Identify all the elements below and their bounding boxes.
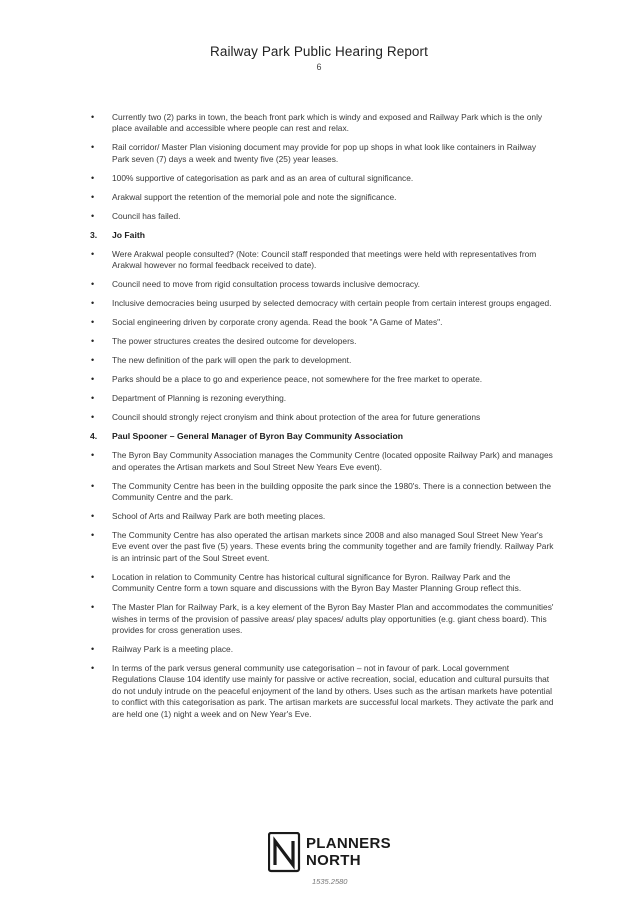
bullet-item: • Council need to move from rigid consultation process towards inclusive democracy. [90,279,555,290]
paul-spooner-bullet-list [90,450,555,720]
planners-north-logo-icon [268,832,302,874]
section-number: 3. [90,229,98,240]
bullet-item: • Inclusive democracies being usurped by selected democracy with certain people from certain interest groups engaged. [90,298,555,309]
page-footer [268,832,428,892]
bullet-item: • Arakwal support the retention of the memorial pole and note the significance. [90,192,555,203]
intro-bullet-list [90,112,555,222]
bullet-item: • In terms of the park versus general community use categorisation – not in favour of park. Local government Regulations Clause 104 identify use mainly for passive or active recreation, social, education and cultural pursuits that do not unduly intrude on the peaceful enjoyment of the land by others. Uses such as the artisan markets have potential to conflict with this categorisation as park. The artisan markets are successful local markets. They activate the park and are held one (1) night a week and on New Year's Eve. [90,663,555,720]
section-number: 4. [90,431,98,442]
bullet-item: • The power structures creates the desired outcome for developers. [90,336,555,347]
speaker-name: Jo Faith [112,229,145,240]
speaker-name: Paul Spooner – General Manager of Byron Bay Community Association [112,431,403,442]
report-body [90,112,555,728]
logo-wordmark: PLANNERS NORTH [306,835,391,869]
bullet-item: • Were Arakwal people consulted? (Note: Council staff responded that meetings were held with representatives from Arakwal however no formal feedback received to date). [90,249,555,272]
page-header [0,44,638,72]
bullet-item: • 100% supportive of categorisation as park and as an area of cultural significance. [90,173,555,184]
bullet-item: • Council has failed. [90,211,555,222]
section-heading-paul-spooner [90,431,555,442]
document-code: 1535.2580 [312,877,348,886]
bullet-item: • The Community Centre has been in the building opposite the park since the 1980's. There is a connection between the Community Centre and the park. [90,481,555,504]
section-heading-jo-faith [90,230,555,241]
document-title: Railway Park Public Hearing Report [210,44,428,59]
bullet-item: • Department of Planning is rezoning everything. [90,393,555,404]
bullet-item: • Location in relation to Community Centre has historical cultural significance for Byron. Railway Park and the Community Centre form a town square and discussions with the Byron Bay Master Planning Group reflect this. [90,572,555,595]
bullet-item: • Currently two (2) parks in town, the beach front park which is windy and exposed and Railway Park which is the only place available and accessible where people can rest and relax. [90,112,555,135]
bullet-item: • Rail corridor/ Master Plan visioning document may provide for pop up shops in what look like containers in Railway Park seven (7) days a week and twenty five (25) year leases. [90,142,555,165]
bullet-item: • School of Arts and Railway Park are both meeting places. [90,511,555,522]
bullet-item: • The Master Plan for Railway Park, is a key element of the Byron Bay Master Plan and accommodates the communities' wishes in terms of the provision of passive areas/ play spaces/ adults play opportunities (e.g. giant chess board). This provides for cross generation uses. [90,602,555,636]
bullet-item: • The Community Centre has also operated the artisan markets since 2008 and also managed Soul Street New Year's Eve event over the past five (5) years. These events bring the community together and are family friendly. Railway Park is an intrinsic part of the Soul Street event. [90,530,555,564]
bullet-item: • Parks should be a place to go and experience peace, not somewhere for the free market to operate. [90,374,555,385]
bullet-item: • Council should strongly reject cronyism and think about protection of the area for future generations [90,412,555,423]
bullet-item: • The new definition of the park will open the park to development. [90,355,555,366]
bullet-item: • The Byron Bay Community Association manages the Community Centre (located opposite Railway Park) and manages and operates the Artisan markets and Soul Street New Years Eve event). [90,450,555,473]
bullet-item: • Social engineering driven by corporate crony agenda. Read the book "A Game of Mates". [90,317,555,328]
page-number: 6 [316,62,322,72]
bullet-item: • Railway Park is a meeting place. [90,644,555,655]
jo-faith-bullet-list [90,249,555,424]
